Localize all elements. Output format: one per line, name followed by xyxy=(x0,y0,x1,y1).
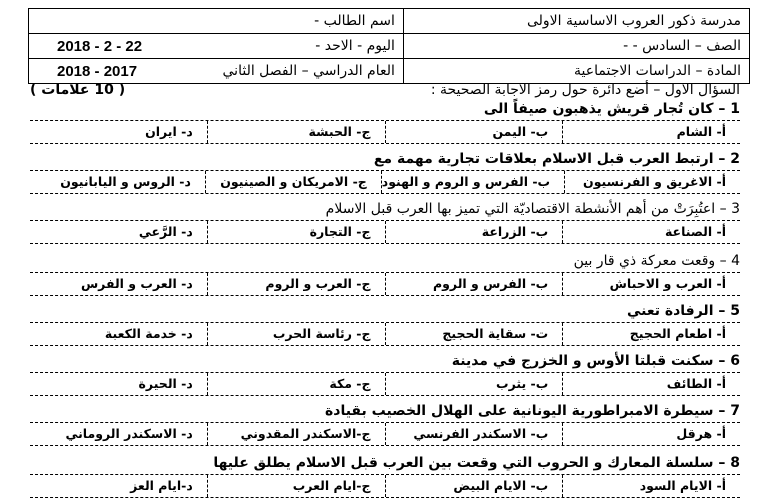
question-text: 4 – وقعت معركة ذي قار بين xyxy=(573,253,740,269)
answer-option[interactable]: ج- مكة xyxy=(207,373,385,395)
answer-option[interactable]: د- العرب و الفرس xyxy=(80,276,193,291)
school-name: مدرسة ذكور العروب الاساسية الاولى xyxy=(403,9,749,34)
answer-option[interactable]: أ- اطعام الحجيج xyxy=(562,323,740,345)
answer-option[interactable]: د- الحيرة xyxy=(138,376,193,391)
instructions-line xyxy=(30,82,740,98)
instructions-text: السؤال الاول – أضع دائرة حول رمز الاجابة الصحيحة : xyxy=(430,82,740,98)
grade-field: الصف – السادس - - xyxy=(403,34,749,59)
answer-option[interactable]: د-ايام العز xyxy=(130,478,193,493)
exam-header-table xyxy=(28,8,750,84)
answer-options xyxy=(30,170,740,194)
answer-option[interactable]: أ- العرب و الاحباش xyxy=(562,273,740,295)
answer-options xyxy=(30,220,740,244)
question-8 xyxy=(30,455,740,498)
answer-option[interactable]: أ- الصناعة xyxy=(562,221,740,243)
question-5 xyxy=(30,303,740,346)
student-name-field: اسم الطالب - xyxy=(29,9,404,34)
answer-option[interactable]: ج- التجارة xyxy=(207,221,385,243)
answer-option[interactable]: أ- الايام السود xyxy=(562,475,740,497)
answer-option[interactable]: ج- رئاسة الحرب xyxy=(207,323,385,345)
answer-option[interactable]: ب- يثرب xyxy=(385,373,563,395)
question-text: 6 – سكنت قبلتا الأوس و الخزرج في مدينة xyxy=(451,353,740,369)
answer-option[interactable]: ب- الاسكندر الفرنسي xyxy=(385,423,563,445)
marks-label: ( 10 علامات ) xyxy=(30,82,126,98)
answer-option[interactable]: أ- الطائف xyxy=(562,373,740,395)
question-2 xyxy=(30,151,740,194)
answer-option[interactable]: د- ايران xyxy=(145,124,193,139)
answer-options xyxy=(30,422,740,446)
question-3 xyxy=(30,201,740,244)
answer-option[interactable]: أ- الشام xyxy=(562,121,740,143)
answer-option[interactable]: أ- هرقل xyxy=(562,423,740,445)
answer-option[interactable]: د- الاسكندر الروماني xyxy=(65,426,193,441)
year-range: 2018 - 2017 xyxy=(57,62,138,80)
answer-options xyxy=(30,372,740,396)
question-4 xyxy=(30,253,740,296)
question-text: 3 – اعتُبِرَتْ من أهم الأنشطة الاقتصاديّة التي تميز بها العرب قبل الاسلام xyxy=(325,201,740,217)
answer-option[interactable]: ت- سقاية الحجيج xyxy=(385,323,563,345)
answer-option[interactable]: أ- الاغريق و الفرنسيون xyxy=(564,171,740,193)
answer-option[interactable]: ب- اليمن xyxy=(385,121,563,143)
question-7 xyxy=(30,403,740,446)
answer-option[interactable]: ب- الفرس و الروم و الهنود xyxy=(381,171,564,193)
answer-option[interactable]: ج-ايام العرب xyxy=(207,475,385,497)
question-1 xyxy=(30,101,740,144)
answer-option[interactable]: د- الروس و اليابانيون xyxy=(60,174,191,189)
answer-option[interactable]: ج- الحبشة xyxy=(207,121,385,143)
answer-option[interactable]: ج- الامريكان و الصينيون xyxy=(205,171,381,193)
date-field: 2018 - 2 - 22 xyxy=(57,37,143,55)
question-text: 7 – سيطرة الامبراطورية اليونانية على الهلال الخصيب بقيادة xyxy=(325,403,740,419)
answer-options xyxy=(30,272,740,296)
answer-option[interactable]: د- الرَّعي xyxy=(138,224,193,239)
day-field: اليوم - الاحد - xyxy=(315,38,395,54)
answer-option[interactable]: د- خدمة الكعبة xyxy=(104,326,193,341)
academic-year-field: العام الدراسي – الفصل الثاني xyxy=(222,63,395,79)
question-text: 8 – سلسلة المعارك و الحروب التي وقعت بين العرب قبل الاسلام يطلق عليها xyxy=(213,455,740,471)
question-6 xyxy=(30,353,740,396)
question-text: 5 – الرفادة تعني xyxy=(626,303,740,319)
answer-option[interactable]: ب- الزراعة xyxy=(385,221,563,243)
subject-field: المادة – الدراسات الاجتماعية xyxy=(403,59,749,84)
answer-options xyxy=(30,120,740,144)
question-text: 1 – كان تُجار قريش يذهبون صيفاً الى xyxy=(483,101,740,117)
answer-option[interactable]: ب- الفرس و الروم xyxy=(385,273,563,295)
answer-option[interactable]: ج- العرب و الروم xyxy=(207,273,385,295)
question-text: 2 – ارتبط العرب قبل الاسلام بعلاقات تجارية مهمة مع xyxy=(373,151,740,167)
answer-options xyxy=(30,474,740,498)
answer-option[interactable]: ج-الاسكندر المقدوني xyxy=(207,423,385,445)
answer-option[interactable]: ب- الايام البيض xyxy=(385,475,563,497)
answer-options xyxy=(30,322,740,346)
